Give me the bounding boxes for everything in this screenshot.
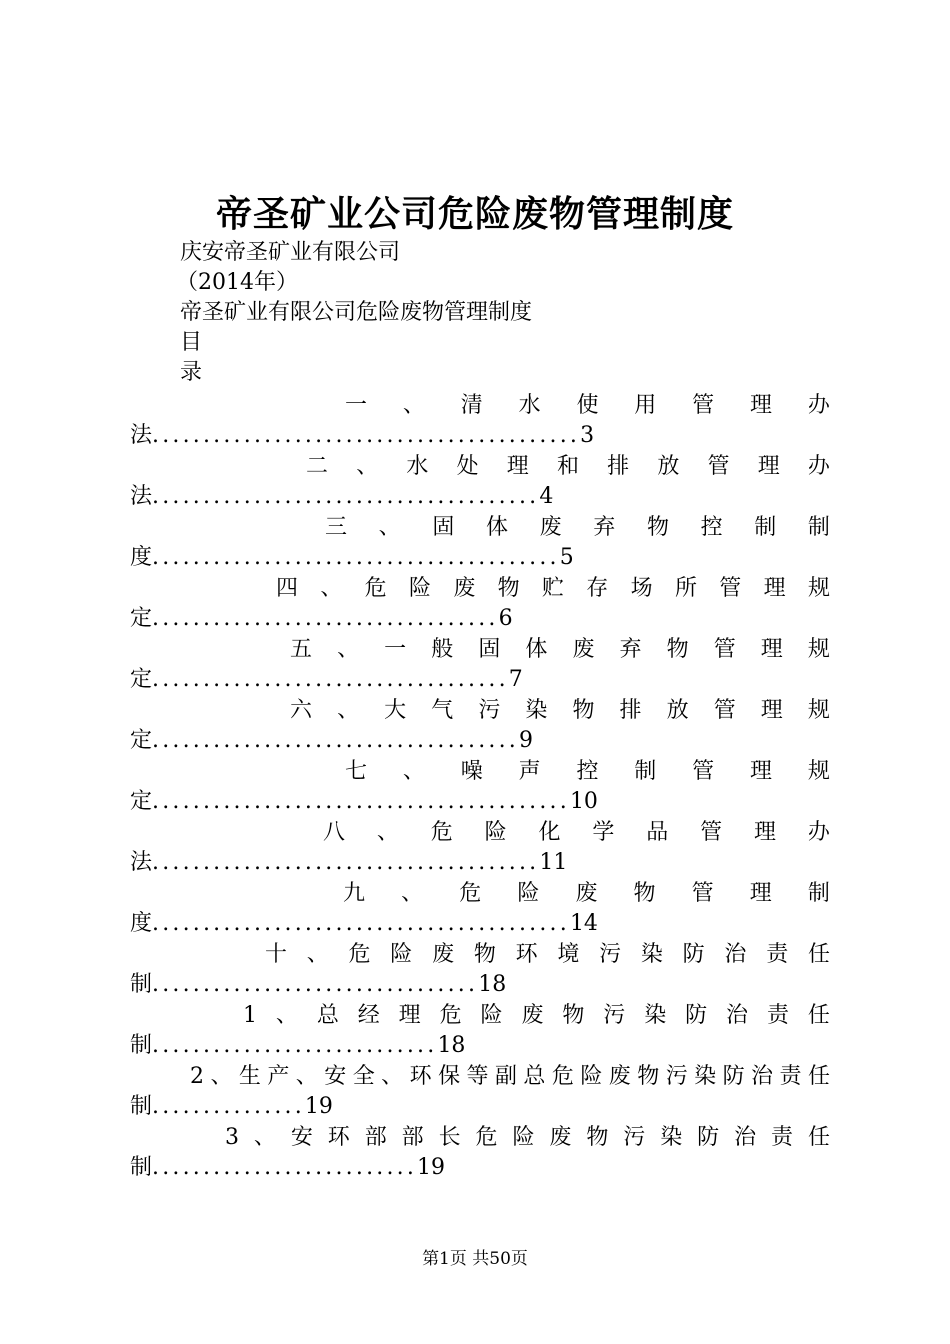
toc-page-number: 18 xyxy=(478,972,507,997)
toc-entry-title: 二 、 水 处 理 和 排 放 管 理 办 xyxy=(306,454,830,479)
toc-entry[interactable] xyxy=(130,757,830,817)
toc-page-number: 4 xyxy=(539,484,554,509)
toc-entry[interactable] xyxy=(130,879,830,939)
toc-entry-leader-line xyxy=(130,970,830,1000)
toc-dot-leader: .................................. xyxy=(152,606,499,631)
toc-entry-leader-line xyxy=(130,787,830,817)
toc-entry[interactable] xyxy=(130,452,830,512)
toc-dot-leader: ...................................... xyxy=(152,850,540,875)
toc-entry-leader-line xyxy=(130,909,830,939)
toc-entry-title-end: 制 xyxy=(130,1094,153,1119)
toc-entry-leader-line xyxy=(130,1153,830,1183)
toc-dot-leader: ...................................... xyxy=(152,484,540,509)
toc-entry-title: 六 、 大 气 污 染 物 排 放 管 理 规 xyxy=(290,698,830,723)
toc-entry-title-end: 制 xyxy=(130,1033,153,1058)
toc-dot-leader: .................................... xyxy=(152,728,519,753)
toc-entry-title: 2 、 生 产 、 安 全 、 环 保 等 副 总 危 险 废 物 污 染 防 治 责 任 xyxy=(190,1064,830,1089)
toc-entry[interactable] xyxy=(130,574,830,634)
toc-entry[interactable] xyxy=(130,1123,830,1183)
toc-entry-title-end: 制 xyxy=(130,972,153,997)
toc-entry-title: 三 、 固 体 废 弃 物 控 制 制 xyxy=(325,515,830,540)
toc-entry-title-end: 定 xyxy=(130,667,153,692)
document-title: 帝圣矿业公司危险废物管理制度 xyxy=(215,193,734,235)
toc-page-number: 5 xyxy=(559,545,574,570)
toc-entry-title: 五 、 一 般 固 体 废 弃 物 管 理 规 xyxy=(290,637,830,662)
toc-entry-title: 四 、 危 险 废 物 贮 存 场 所 管 理 规 xyxy=(276,576,830,601)
toc-entry-leader-line xyxy=(130,726,830,756)
toc-page-number: 6 xyxy=(498,606,513,631)
toc-entry-title-end: 法 xyxy=(130,850,153,875)
toc-entry-leader-line xyxy=(130,1092,830,1122)
toc-entry-title-end: 定 xyxy=(130,606,153,631)
toc-entry[interactable] xyxy=(130,635,830,695)
toc-entry-leader-line xyxy=(130,848,830,878)
toc-dot-leader: ........................................ xyxy=(152,545,560,570)
toc-page-number: 18 xyxy=(437,1033,466,1058)
toc-entry-leader-line xyxy=(130,1031,830,1061)
toc-entry-leader-line xyxy=(130,543,830,573)
toc-entry-leader-line xyxy=(130,604,830,634)
toc-dot-leader: ......................................... xyxy=(152,911,570,936)
toc-dot-leader: ................................ xyxy=(152,972,479,997)
toc-entry[interactable] xyxy=(130,391,830,451)
toc-entry-leader-line xyxy=(130,665,830,695)
toc-entry-title: 一 、 清 水 使 用 管 理 办 xyxy=(345,393,830,418)
toc-entry[interactable] xyxy=(130,818,830,878)
document-year: （2014年） xyxy=(176,270,298,295)
toc-entry[interactable] xyxy=(130,1001,830,1061)
toc-entry-title-end: 定 xyxy=(130,728,153,753)
toc-dot-leader: .......................... xyxy=(152,1155,418,1180)
toc-page-number: 3 xyxy=(580,423,595,448)
toc-page-number: 14 xyxy=(569,911,598,936)
toc-heading-part1: 目 xyxy=(180,330,203,355)
toc-entry[interactable] xyxy=(130,1062,830,1122)
toc-entry-title-end: 度 xyxy=(130,545,153,570)
toc-entry[interactable] xyxy=(130,513,830,573)
toc-entry[interactable] xyxy=(130,696,830,756)
toc-entry-leader-line xyxy=(130,421,830,451)
toc-entry-title-end: 定 xyxy=(130,789,153,814)
toc-page-number: 19 xyxy=(417,1155,446,1180)
toc-entry-title-end: 度 xyxy=(130,911,153,936)
toc-entry-title-end: 法 xyxy=(130,484,153,509)
toc-entry-title: 八 、 危 险 化 学 品 管 理 办 xyxy=(323,820,830,845)
document-subtitle: 帝圣矿业有限公司危险废物管理制度 xyxy=(180,300,533,325)
toc-dot-leader: .......................................... xyxy=(152,423,581,448)
toc-page-number: 10 xyxy=(569,789,598,814)
toc-entry-title: 3 、 安 环 部 部 长 危 险 废 物 污 染 防 治 责 任 xyxy=(225,1125,830,1150)
toc-heading-part2: 录 xyxy=(180,360,203,385)
toc-dot-leader: ................................... xyxy=(152,667,509,692)
toc-dot-leader: ............... xyxy=(152,1094,305,1119)
toc-page-number: 11 xyxy=(539,850,568,875)
toc-entry-title: 1 、 总 经 理 危 险 废 物 污 染 防 治 责 任 xyxy=(243,1003,830,1028)
toc-page-number: 9 xyxy=(518,728,533,753)
toc-entry-title: 九 、 危 险 废 物 管 理 制 xyxy=(343,881,830,906)
company-name: 庆安帝圣矿业有限公司 xyxy=(180,240,401,265)
toc-entry[interactable] xyxy=(130,940,830,1000)
toc-dot-leader: ......................................... xyxy=(152,789,570,814)
page-footer: 第1页 共50页 xyxy=(422,1249,528,1269)
toc-entry-leader-line xyxy=(130,482,830,512)
toc-dot-leader: ............................ xyxy=(152,1033,438,1058)
toc-page-number: 19 xyxy=(304,1094,333,1119)
toc-entry-title-end: 制 xyxy=(130,1155,153,1180)
toc-entry-title: 七 、 噪 声 控 制 管 理 规 xyxy=(345,759,830,784)
toc-entry-title-end: 法 xyxy=(130,423,153,448)
toc-page-number: 7 xyxy=(508,667,523,692)
toc-entry-title: 十 、 危 险 废 物 环 境 污 染 防 治 责 任 xyxy=(265,942,830,967)
